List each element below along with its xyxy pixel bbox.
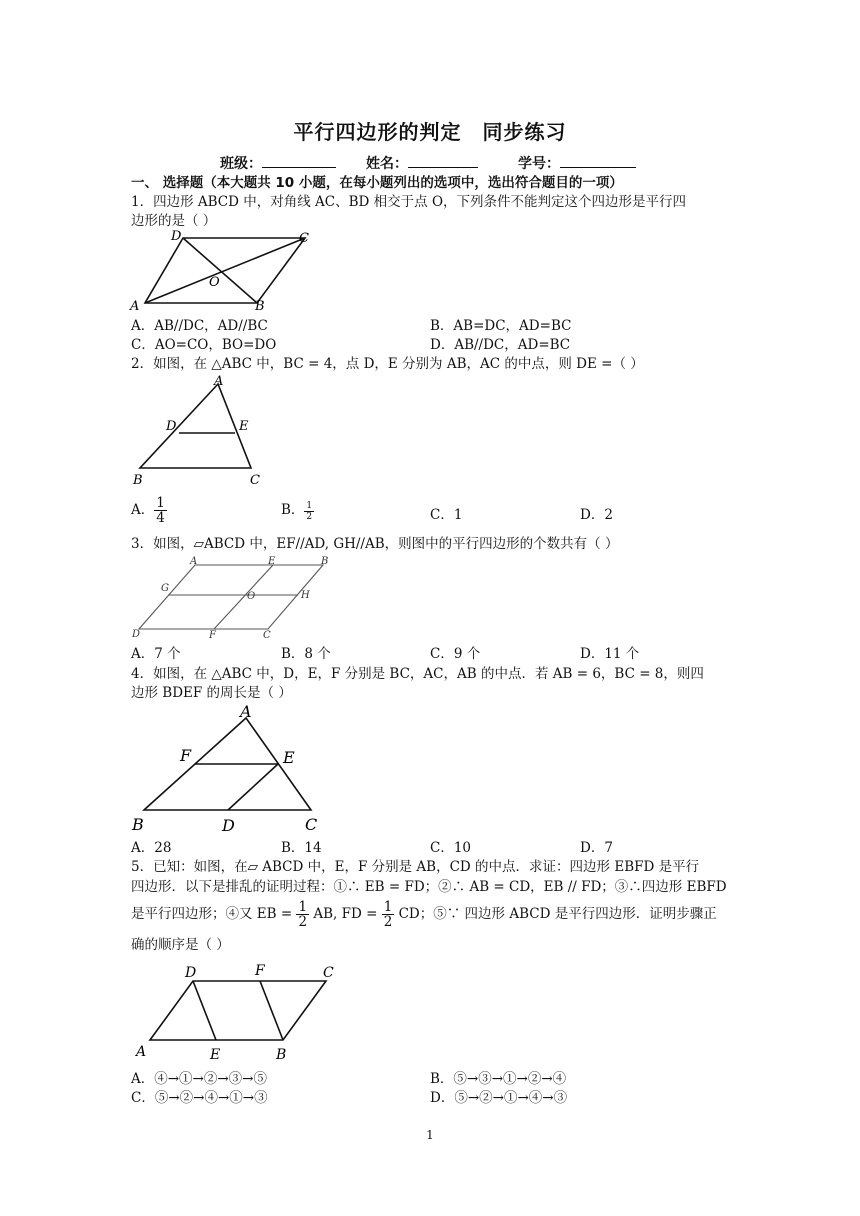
q1-option-d: D．AB//DC，AD=BC: [430, 337, 571, 353]
q5-frac2-den: 2: [383, 914, 393, 930]
q3-option-d: D．11 个: [580, 646, 640, 662]
q4-label-A: A: [240, 702, 252, 721]
q2-option-b: [281, 500, 314, 522]
name-field: [366, 153, 478, 173]
q5-stem-line4: 确的顺序是（ ）: [131, 937, 230, 953]
q3-option-b: B．8 个: [281, 646, 331, 662]
q2-option-d: D．2: [580, 507, 613, 523]
q3-label-G: G: [161, 583, 169, 594]
q3-label-D: D: [132, 629, 141, 640]
q2-option-b-num: 1: [306, 500, 313, 511]
q2-label-C: C: [250, 473, 260, 488]
q5-frac2-num: 1: [383, 899, 393, 915]
q1-stem-line2: 边形的是（ ）: [131, 213, 217, 229]
id-field: [518, 153, 636, 173]
q5-figure: [128, 958, 348, 1066]
q5-option-a: A．④→①→②→③→⑤: [131, 1071, 267, 1087]
q5-option-c: C．⑤→②→④→①→③: [131, 1090, 268, 1106]
q4-stem-line2: 边形 BDEF 的周长是（ ）: [131, 685, 292, 701]
q4-option-b: B．14: [281, 840, 322, 856]
page-title: 平行四边形的判定 同步练习: [293, 120, 567, 144]
q1-option-b: B．AB=DC，AD=BC: [430, 318, 572, 334]
q2-stem: 2．如图，在 △ABC 中，BC = 4，点 D，E 分别为 AB，AC 的中点，则 DE =（ ）: [131, 356, 644, 372]
q4-label-B: B: [132, 815, 144, 834]
q5-label-F: F: [255, 963, 265, 979]
q3-label-C: C: [263, 630, 271, 641]
q2-option-c: C．1: [430, 507, 463, 523]
q4-label-D: D: [222, 816, 235, 835]
q1-label-O: O: [209, 275, 220, 290]
q2-figure: [128, 372, 273, 492]
q5-frac1-den: 2: [298, 914, 308, 930]
q5-stem-line1: 5．已知：如图，在▱ ABCD 中，E，F 分别是 AB，CD 的中点．求证：四边形 EBFD 是平行: [131, 859, 700, 875]
q5-stem-line2: 四边形．以下是排乱的证明过程：①∴ EB = FD；②∴ AB = CD，EB // FD；③∴四边形 EBFD: [131, 879, 727, 895]
q2-option-a-num: 1: [156, 495, 165, 511]
q5-line3-part1: 是平行四边形；④又 EB =: [131, 906, 293, 922]
q5-line3-part3: CD；⑤∵ 四边形 ABCD 是平行四边形．证明步骤正: [398, 906, 717, 922]
q3-label-F: F: [209, 630, 216, 641]
q2-option-a-den: 4: [156, 510, 165, 526]
q4-option-c: C．10: [430, 840, 472, 856]
q2-option-a-fraction: [154, 496, 167, 525]
q1-label-D: D: [171, 229, 182, 244]
q4-label-E: E: [283, 748, 295, 767]
q2-label-B: B: [133, 473, 143, 488]
q3-option-a: A．7 个: [131, 646, 181, 662]
q1-figure: [125, 228, 325, 316]
q1-option-c: C．AO=CO，BO=DO: [131, 337, 277, 353]
q4-option-d: D．7: [580, 840, 613, 856]
q3-option-c: C．9 个: [430, 646, 481, 662]
q5-frac1-num: 1: [298, 899, 308, 915]
class-label: 班级：: [220, 156, 262, 172]
q4-label-C: C: [305, 815, 318, 834]
id-blank: [560, 153, 636, 168]
section-heading: 一、 选择题（本大题共 10 小题，在每小题列出的选项中，选出符合题目的一项）: [131, 175, 623, 191]
name-blank: [408, 153, 478, 168]
q5-label-C: C: [323, 965, 334, 981]
page-number: 1: [426, 1128, 434, 1142]
q1-stem-line1: 1．四边形 ABCD 中，对角线 AC、BD 相交于点 O，下列条件不能判定这个四边形是平行四: [131, 194, 687, 210]
q1-label-A: A: [130, 299, 140, 314]
q2-option-b-den: 2: [306, 511, 313, 522]
q5-label-A: A: [136, 1044, 147, 1060]
q1-option-a: A．AB//DC，AD//BC: [131, 318, 268, 334]
q3-figure: [128, 553, 343, 645]
q5-label-E: E: [210, 1047, 221, 1063]
class-field: [220, 153, 336, 173]
q3-label-O: O: [247, 591, 256, 602]
q2-label-E: E: [239, 419, 249, 434]
q2-option-b-fraction: [304, 501, 314, 522]
q3-label-A: A: [190, 556, 198, 567]
q4-option-a: A．28: [131, 840, 172, 856]
name-label: 姓名：: [366, 156, 408, 172]
q4-figure: [128, 700, 328, 835]
q5-option-b: B．⑤→③→①→②→④: [430, 1071, 567, 1087]
q3-label-B: B: [321, 556, 329, 567]
q3-stem: 3．如图，▱ABCD 中，EF//AD, GH//AB，则图中的平行四边形的个数共有（ ）: [131, 536, 619, 552]
q5-label-B: B: [276, 1047, 287, 1063]
q2-label-D: D: [166, 419, 177, 434]
q4-label-F: F: [180, 746, 192, 765]
q5-stem-line3: [131, 900, 717, 929]
q1-label-B: B: [255, 299, 265, 314]
q4-stem-line1: 4．如图，在 △ABC 中，D，E，F 分别是 BC，AC，AB 的中点．若 AB = 6，BC = 8，则四: [131, 666, 704, 682]
q3-label-H: H: [301, 590, 310, 601]
q5-option-d: D．⑤→②→①→④→③: [430, 1090, 568, 1106]
q5-fraction-1: [296, 900, 309, 929]
q5-label-D: D: [185, 965, 197, 981]
id-label: 学号：: [518, 156, 560, 172]
q2-option-a: [131, 496, 167, 525]
q2-label-A: A: [214, 374, 224, 389]
q1-label-C: C: [299, 231, 309, 246]
q2-option-a-prefix: A．: [131, 502, 155, 518]
q5-line3-part2: AB, FD =: [313, 906, 378, 922]
q2-option-b-prefix: B．: [281, 502, 305, 518]
class-blank: [262, 153, 336, 168]
q3-label-E: E: [268, 556, 276, 567]
q5-fraction-2: [382, 900, 395, 929]
